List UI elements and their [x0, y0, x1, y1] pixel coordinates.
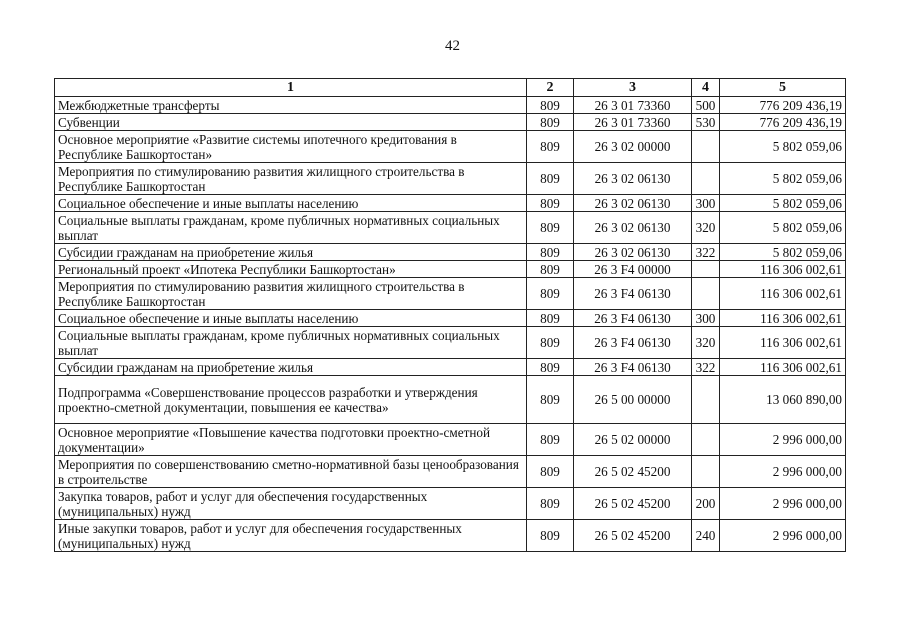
row-cs-cell: 26 3 02 06130 [574, 163, 692, 195]
row-sum-cell: 5 802 059,06 [720, 131, 846, 163]
row-name-cell: Мероприятия по совершенствованию сметно-нормативной базы ценообразования в строительстве [55, 456, 527, 488]
row-sum-cell: 2 996 000,00 [720, 520, 846, 552]
row-vr-cell [692, 456, 720, 488]
table-row [55, 114, 846, 131]
column-header-cs: 3 [574, 79, 692, 97]
table-row [55, 359, 846, 376]
row-gr-cell: 809 [527, 97, 574, 114]
table-row [55, 424, 846, 456]
row-sum-cell: 5 802 059,06 [720, 163, 846, 195]
row-vr-cell: 530 [692, 114, 720, 131]
row-cs-cell: 26 3 02 00000 [574, 131, 692, 163]
row-gr-cell: 809 [527, 278, 574, 310]
row-gr-cell: 809 [527, 488, 574, 520]
table-row [55, 488, 846, 520]
row-name-cell: Подпрограмма «Совершенствование процессов разработки и утверждения проектно-сметной документации, повышения ее качества» [55, 376, 527, 424]
row-vr-cell: 322 [692, 244, 720, 261]
row-sum-cell: 116 306 002,61 [720, 359, 846, 376]
row-sum-cell: 5 802 059,06 [720, 244, 846, 261]
row-sum-cell: 776 209 436,19 [720, 97, 846, 114]
row-name-cell: Мероприятия по стимулированию развития жилищного строительства в Республике Башкортостан [55, 163, 527, 195]
row-name-cell: Мероприятия по стимулированию развития жилищного строительства в Республике Башкортостан [55, 278, 527, 310]
row-vr-cell: 500 [692, 97, 720, 114]
row-vr-cell [692, 424, 720, 456]
table-row [55, 244, 846, 261]
row-vr-cell [692, 163, 720, 195]
row-cs-cell: 26 3 F4 06130 [574, 310, 692, 327]
row-sum-cell: 2 996 000,00 [720, 488, 846, 520]
row-sum-cell: 116 306 002,61 [720, 327, 846, 359]
row-gr-cell: 809 [527, 359, 574, 376]
row-vr-cell: 200 [692, 488, 720, 520]
row-vr-cell [692, 376, 720, 424]
row-gr-cell: 809 [527, 310, 574, 327]
row-vr-cell: 300 [692, 310, 720, 327]
row-vr-cell: 300 [692, 195, 720, 212]
column-header-sum: 5 [720, 79, 846, 97]
row-cs-cell: 26 3 01 73360 [574, 97, 692, 114]
row-gr-cell: 809 [527, 114, 574, 131]
row-gr-cell: 809 [527, 131, 574, 163]
row-gr-cell: 809 [527, 195, 574, 212]
row-cs-cell: 26 3 F4 00000 [574, 261, 692, 278]
row-sum-cell: 5 802 059,06 [720, 212, 846, 244]
row-gr-cell: 809 [527, 520, 574, 552]
table-row [55, 131, 846, 163]
row-cs-cell: 26 5 02 45200 [574, 456, 692, 488]
row-sum-cell: 116 306 002,61 [720, 310, 846, 327]
row-vr-cell: 240 [692, 520, 720, 552]
table-row [55, 520, 846, 552]
column-header-name: 1 [55, 79, 527, 97]
row-vr-cell: 320 [692, 327, 720, 359]
row-sum-cell: 2 996 000,00 [720, 456, 846, 488]
row-vr-cell [692, 278, 720, 310]
row-cs-cell: 26 3 02 06130 [574, 195, 692, 212]
row-cs-cell: 26 3 02 06130 [574, 244, 692, 261]
table-row [55, 456, 846, 488]
row-name-cell: Региональный проект «Ипотека Республики Башкортостан» [55, 261, 527, 278]
row-cs-cell: 26 5 02 45200 [574, 488, 692, 520]
row-name-cell: Субвенции [55, 114, 527, 131]
row-sum-cell: 2 996 000,00 [720, 424, 846, 456]
row-cs-cell: 26 5 00 00000 [574, 376, 692, 424]
row-name-cell: Иные закупки товаров, работ и услуг для обеспечения государственных (муниципальных) нужд [55, 520, 527, 552]
row-sum-cell: 116 306 002,61 [720, 261, 846, 278]
row-cs-cell: 26 5 02 45200 [574, 520, 692, 552]
row-name-cell: Субсидии гражданам на приобретение жилья [55, 244, 527, 261]
table-row [55, 212, 846, 244]
row-name-cell: Социальные выплаты гражданам, кроме публичных нормативных социальных выплат [55, 212, 527, 244]
row-sum-cell: 116 306 002,61 [720, 278, 846, 310]
column-header-gr: 2 [527, 79, 574, 97]
row-name-cell: Социальное обеспечение и иные выплаты населению [55, 310, 527, 327]
row-sum-cell: 776 209 436,19 [720, 114, 846, 131]
row-gr-cell: 809 [527, 244, 574, 261]
table-row [55, 163, 846, 195]
row-gr-cell: 809 [527, 261, 574, 278]
row-cs-cell: 26 3 F4 06130 [574, 359, 692, 376]
row-name-cell: Социальное обеспечение и иные выплаты населению [55, 195, 527, 212]
row-name-cell: Основное мероприятие «Развитие системы ипотечного кредитования в Республике Башкортостан» [55, 131, 527, 163]
table-row [55, 327, 846, 359]
row-vr-cell: 322 [692, 359, 720, 376]
row-cs-cell: 26 3 01 73360 [574, 114, 692, 131]
row-gr-cell: 809 [527, 376, 574, 424]
row-vr-cell [692, 131, 720, 163]
table-body [55, 97, 846, 552]
table-row [55, 376, 846, 424]
row-name-cell: Межбюджетные трансферты [55, 97, 527, 114]
table-row [55, 97, 846, 114]
row-name-cell: Закупка товаров, работ и услуг для обеспечения государственных (муниципальных) нужд [55, 488, 527, 520]
row-sum-cell: 13 060 890,00 [720, 376, 846, 424]
row-gr-cell: 809 [527, 163, 574, 195]
row-gr-cell: 809 [527, 212, 574, 244]
row-vr-cell [692, 261, 720, 278]
table-row [55, 261, 846, 278]
row-gr-cell: 809 [527, 424, 574, 456]
row-cs-cell: 26 3 F4 06130 [574, 278, 692, 310]
table-row [55, 310, 846, 327]
row-gr-cell: 809 [527, 327, 574, 359]
table-row [55, 195, 846, 212]
row-name-cell: Субсидии гражданам на приобретение жилья [55, 359, 527, 376]
row-cs-cell: 26 5 02 00000 [574, 424, 692, 456]
page-number: 42 [445, 38, 460, 54]
row-vr-cell: 320 [692, 212, 720, 244]
table-header-row [55, 79, 846, 97]
row-cs-cell: 26 3 02 06130 [574, 212, 692, 244]
table-row [55, 278, 846, 310]
row-name-cell: Социальные выплаты гражданам, кроме публичных нормативных социальных выплат [55, 327, 527, 359]
row-name-cell: Основное мероприятие «Повышение качества подготовки проектно-сметной документации» [55, 424, 527, 456]
row-cs-cell: 26 3 F4 06130 [574, 327, 692, 359]
row-sum-cell: 5 802 059,06 [720, 195, 846, 212]
column-header-vr: 4 [692, 79, 720, 97]
budget-table [54, 78, 846, 552]
row-gr-cell: 809 [527, 456, 574, 488]
